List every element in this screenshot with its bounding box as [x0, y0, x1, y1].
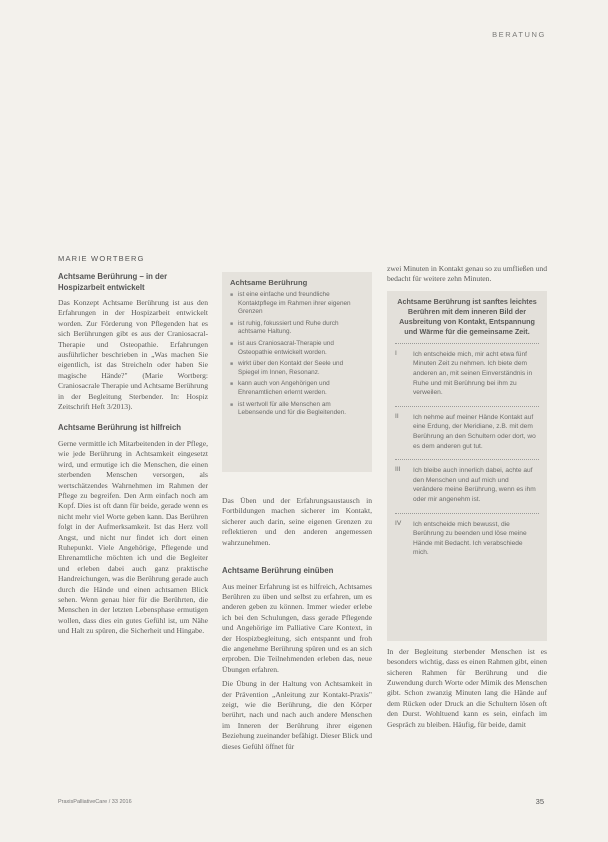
step-text: Ich entscheide mich, mir acht etwa fünf Minuten Zeit zu nehmen. Ich biete dem anderen an, mit seinen Einverständnis in Ruhe und mit Berührung bei ihm zu verweilen. [413, 350, 533, 397]
step-number: II [395, 412, 399, 420]
info-box-item: ■ kann auch von Angehörigen und Ehrenamtlichen erlernt werden. [230, 380, 366, 397]
info-box [222, 272, 372, 472]
column-3 [387, 264, 547, 730]
paragraph-accompaniment: In der Begleitung sterbender Menschen ist es besonders wichtig, dass es einen Rahmen gibt, einen sicheren Rahmen für Berührung und die Zuwendung durch Worte oder Mimik des Menschen gibt. Schon zwanzig Minuten lang die Hände auf dem Rücken oder Druck an die Schultern lösen oft den Durst. Wohltuend kann es sein, einfach im Gespräch zu bleiben. Häufig, für beide, damit [387, 646, 547, 729]
column-2 [222, 272, 372, 752]
step-text: Ich bleibe auch innerlich dabei, achte auf den Menschen und auf mich und verändere meine Berührung, wenn es ihm oder mir angenehm ist. [413, 467, 536, 503]
page-number: 35 [535, 797, 544, 806]
step-number: IV [395, 519, 402, 527]
info-box-title: Achtsame Berührung [230, 278, 308, 287]
divider [395, 406, 539, 407]
exercise-intro: Achtsame Berührung ist sanftes leichtes Berühren mit dem inneren Bild der Ausbreitung von Kontakt, Entspannung und Wärme für die gemeinsame Zeit. [397, 296, 537, 336]
heading-practice: Achtsame Berührung einüben [222, 566, 334, 576]
info-box-item: ■ ist ruhig, fokussiert und Ruhe durch achtsame Haltung. [230, 320, 366, 337]
step-number: III [395, 466, 401, 474]
paragraph-practice: Das Üben und der Erfahrungsaustausch in Fortbildungen machen sicherer im Kontakt, sicherer auch darin, seine eigenen Grenzen zu reflektieren und den anderen angemessen wahrzunehmen. [222, 496, 372, 547]
exercise-step [395, 466, 539, 504]
paragraph-concept: Das Konzept Achtsame Berührung ist aus den Erfahrungen in der Hospizarbeit entwickelt worden. Zur Förderung von Pflegenden hat es sich Berührungen gibt es aus der Craniosacral-Therapie und Osteopathie. Erfahrungen ausführlicher beschrieben in „Was machen Sie eigentlich, ist das Streicheln oder haben Sie magische Hände?" (Marie Wortberg: Craniosacrale Therapie und Achtsame Berührung in der Begleitung Sterbender. In: Hospiz Zeitschrift Heft 3/2013). [58, 298, 208, 412]
author-name: MARIE WORTBERG [58, 254, 145, 263]
heading-helpful: Achtsame Berührung ist hilfreich [58, 423, 182, 433]
info-box-item: ■ wirkt über den Kontakt der Seele und Spiegel im Innen, Resonanz. [230, 360, 366, 377]
exercise-step [395, 413, 539, 451]
column-1 [58, 272, 208, 637]
info-box-item: ■ ist wertvoll für alle Menschen am Lebensende und für die Begleitenden. [230, 401, 366, 418]
divider [395, 459, 539, 460]
section-label: BERATUNG [492, 30, 546, 39]
exercise-step [395, 520, 539, 558]
divider [395, 343, 539, 344]
paragraph-exercise: Die Übung in der Haltung von Achtsamkeit in der Prävention „Anleitung zur Kontakt-Praxis" zeigt, wie die Berührung, die den Körper berührt, nach und nach auch andere Menschen im Inneren der Berührung ihrer eigenen Beziehung zueinander befähigt. Dieser Blick und dieses Gefühl öffnet für [222, 679, 372, 751]
paragraph-experience: Aus meiner Erfahrung ist es hilfreich, Achtsames Berühren zu üben und selbst zu erfahren, um es anderen geben zu können. Immer wieder erlebe ich bei den Schulungen, dass gerade Pflegende und Angehörige im Palliative Care Kontext, in der Hospizbegleitung, sich entspannt und froh die angenehme Berührung spüren und es an sich erproben. Die Teilnehmenden erleben das, neue Übungen erfahren. [222, 581, 372, 674]
info-box-item: ■ ist eine einfache und freundliche Kontaktpflege im Rahmen ihrer eigenen Grenzen [230, 291, 366, 317]
exercise-box [387, 291, 547, 641]
heading-hospice-origin: Achtsame Berührung – in der Hospizarbeit entwickelt [58, 272, 168, 292]
paragraph-helpful: Gerne vermittle ich Mitarbeitenden in der Pflege, wie jede Berührung in Achtsamkeit eingesetzt wird, und ermutige ich die Menschen, die einen sterbenden Menschen versorgen, als wertschätzendes Wahrnehmen im Rahmen der Pflege zu begreifen. Den Arm einfach noch am Kopf. Dies ist oft dann für beide, gerade wenn es nicht mehr viel Worte geben kann. Das Berühren folgt in der Aufmerksamkeit. Ist das Herz voll Angst, und nicht nur findet ich dort einen Ruhepunkt. Viele Angehörige, Pflegende und Ehrenamtliche möchten ich und die Begleiter und erleben dabei auch ganz praktische Handreichungen, was die Berührung gerade auch durch die Hände und einen achtsamen Blick sehen. Wenn genau hier für die Berührten, die Menschen in der letzten Lebensphase ermutigen wollen, dass dies ein gutes Gefühl ist, um Nähe und Halt zu spüren, die Sicherheit und Hingabe. [58, 438, 208, 636]
info-box-list [230, 291, 366, 418]
exercise-step [395, 350, 539, 398]
step-number: I [395, 349, 397, 357]
info-box-item: ■ ist aus Craniosacral-Therapie und Osteopathie entwickelt worden. [230, 340, 366, 357]
footer-publication: PraxisPalliativeCare / 33 2016 [58, 799, 132, 805]
paragraph-continued: zwei Minuten in Kontakt genau so zu umfließen und bedacht für weitere zehn Minuten. [387, 264, 547, 284]
divider [395, 513, 539, 514]
step-text: Ich entscheide mich bewusst, die Berührung zu beenden und löse meine Hände mit Bedacht. Ich verabschiede mich. [413, 520, 527, 557]
step-text: Ich nehme auf meiner Hände Kontakt auf eine Erdung, der Meridiane, z.B. mit dem Berührung an den Schultern oder dort, wo es dem anderen gut tut. [413, 413, 536, 450]
